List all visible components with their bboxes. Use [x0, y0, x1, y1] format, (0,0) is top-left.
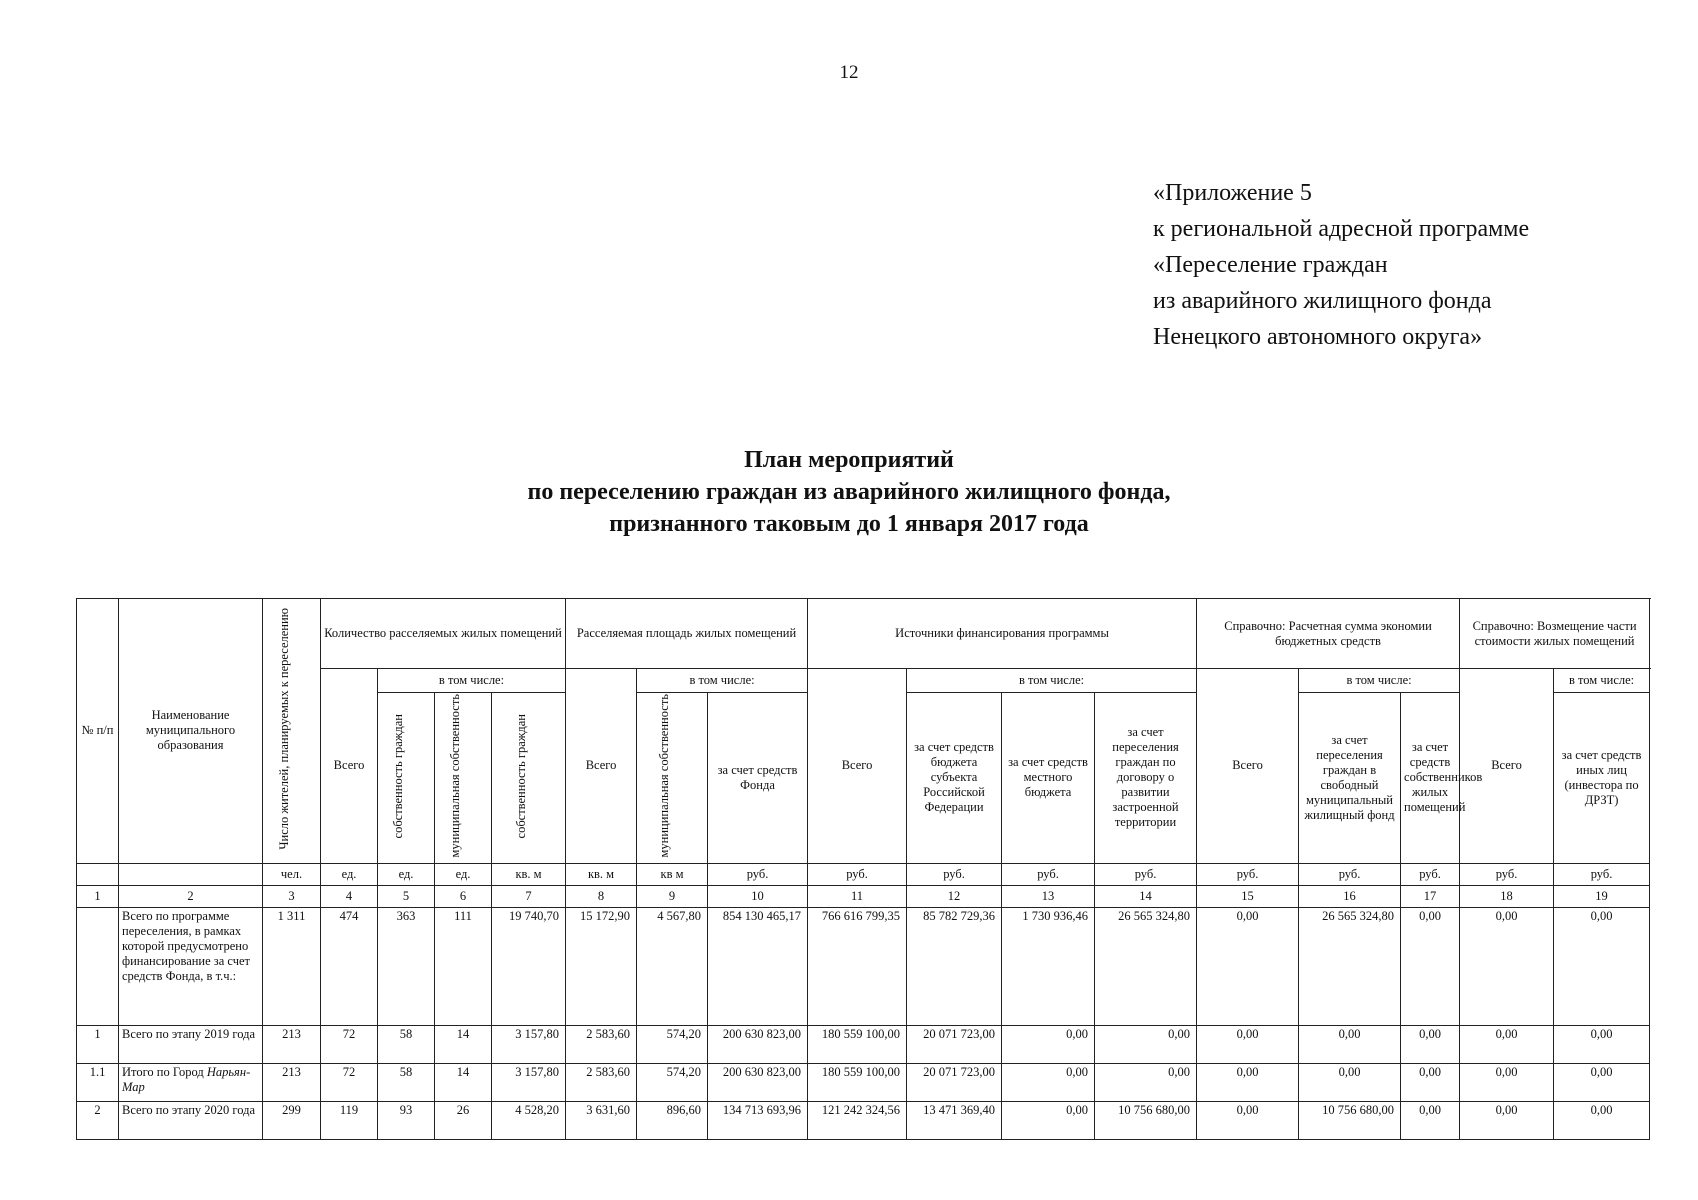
cell: 72 — [321, 1063, 378, 1101]
row-num: 1 — [77, 1025, 119, 1063]
cell: 0,00 — [1002, 1101, 1095, 1139]
header-subject-budget: за счет средств бюджета субъекта Российской Федерации — [907, 693, 1002, 864]
header-sources-group: Источники финансирования программы — [808, 599, 1197, 669]
column-numbers-row — [77, 885, 1650, 907]
header-compensation-group: Справочно: Возмещение части стоимости жилых помещений — [1460, 599, 1650, 669]
cell: 13 471 369,40 — [907, 1101, 1002, 1139]
unit-cell: ед. — [321, 863, 378, 885]
cell: 72 — [321, 1025, 378, 1063]
column-number: 8 — [566, 885, 637, 907]
header-area-municipal-text: муниципальная собственность — [657, 694, 672, 858]
unit-cell: руб. — [1095, 863, 1197, 885]
column-number: 13 — [1002, 885, 1095, 907]
unit-cell-empty — [119, 863, 263, 885]
cell: 0,00 — [1401, 1025, 1460, 1063]
title-line: признанного таковым до 1 января 2017 года — [609, 511, 1089, 537]
unit-cell: руб. — [1002, 863, 1095, 885]
cell: 200 630 823,00 — [708, 1025, 808, 1063]
header-local-budget: за счет средств местного бюджета — [1002, 693, 1095, 864]
cell: 3 157,80 — [492, 1025, 566, 1063]
cell: 3 631,60 — [566, 1101, 637, 1139]
column-number: 18 — [1460, 885, 1554, 907]
cell: 0,00 — [1002, 1063, 1095, 1101]
cell: 3 157,80 — [492, 1063, 566, 1101]
header-area-municipal — [637, 693, 708, 864]
cell: 0,00 — [1554, 1101, 1650, 1139]
title-line: План мероприятий — [744, 447, 954, 473]
appendix-line: к региональной адресной программе — [1153, 216, 1530, 242]
row-name-municipality: Нарьян-Мар — [122, 1064, 251, 1094]
resettlement-plan-table — [76, 598, 1650, 1140]
unit-cell: руб. — [907, 863, 1002, 885]
appendix-reference — [1153, 175, 1529, 355]
page-number: 12 — [839, 62, 859, 83]
cell: 1 730 936,46 — [1002, 907, 1095, 1025]
header-including: в том числе: — [907, 669, 1197, 693]
cell: 363 — [378, 907, 435, 1025]
table-row-program-total — [77, 907, 1650, 1025]
column-number: 9 — [637, 885, 708, 907]
cell: 0,00 — [1401, 1063, 1460, 1101]
cell: 14 — [435, 1063, 492, 1101]
cell: 0,00 — [1095, 1063, 1197, 1101]
header-including: в том числе: — [637, 669, 808, 693]
unit-cell: ед. — [378, 863, 435, 885]
cell: 0,00 — [1401, 907, 1460, 1025]
cell: 0,00 — [1095, 1025, 1197, 1063]
column-number: 10 — [708, 885, 808, 907]
unit-cell: руб. — [1299, 863, 1401, 885]
title-line: по переселению граждан из аварийного жилищного фонда, — [527, 479, 1171, 505]
column-number: 3 — [263, 885, 321, 907]
cell: 20 071 723,00 — [907, 1025, 1002, 1063]
column-number: 16 — [1299, 885, 1401, 907]
header-residents — [263, 599, 321, 864]
cell: 0,00 — [1460, 1063, 1554, 1101]
header-premises-total: Всего — [321, 669, 378, 864]
cell: 121 242 324,56 — [808, 1101, 907, 1139]
cell: 4 528,20 — [492, 1101, 566, 1139]
cell: 0,00 — [1197, 1101, 1299, 1139]
cell: 20 071 723,00 — [907, 1063, 1002, 1101]
cell: 299 — [263, 1101, 321, 1139]
unit-cell-empty — [77, 863, 119, 885]
column-number: 15 — [1197, 885, 1299, 907]
appendix-line: «Приложение 5 — [1153, 180, 1312, 206]
unit-cell: руб. — [1197, 863, 1299, 885]
unit-cell: кв м — [637, 863, 708, 885]
cell: 58 — [378, 1063, 435, 1101]
header-compensation-total: Всего — [1460, 669, 1554, 864]
cell: 574,20 — [637, 1063, 708, 1101]
units-row — [77, 863, 1650, 885]
column-number: 11 — [808, 885, 907, 907]
unit-cell: руб. — [1401, 863, 1460, 885]
cell: 0,00 — [1554, 1025, 1650, 1063]
header-residents-text: Число жителей, планируемых к переселению — [276, 607, 291, 850]
cell: 2 583,60 — [566, 1025, 637, 1063]
header-including: в том числе: — [1299, 669, 1460, 693]
cell: 134 713 693,96 — [708, 1101, 808, 1139]
header-including: в том числе: — [378, 669, 566, 693]
unit-cell: чел. — [263, 863, 321, 885]
row-name — [119, 1063, 263, 1101]
cell: 854 130 465,17 — [708, 907, 808, 1025]
header-name: Наименование муниципального образования — [119, 599, 263, 864]
header-premises-citizens-text: собственность граждан — [391, 713, 405, 838]
header-premises-group: Количество расселяемых жилых помещений — [321, 599, 566, 669]
unit-cell: руб. — [1554, 863, 1650, 885]
appendix-line: из аварийного жилищного фонда — [1153, 288, 1492, 314]
cell: 14 — [435, 1025, 492, 1063]
cell: 26 565 324,80 — [1095, 907, 1197, 1025]
cell: 574,20 — [637, 1025, 708, 1063]
appendix-line: «Переселение граждан — [1153, 252, 1388, 278]
column-number: 14 — [1095, 885, 1197, 907]
document-title — [0, 444, 1698, 540]
cell: 1 311 — [263, 907, 321, 1025]
cell: 10 756 680,00 — [1095, 1101, 1197, 1139]
cell: 0,00 — [1554, 1063, 1650, 1101]
cell: 474 — [321, 907, 378, 1025]
cell: 200 630 823,00 — [708, 1063, 808, 1101]
row-name: Всего по этапу 2020 года — [119, 1101, 263, 1139]
cell: 85 782 729,36 — [907, 907, 1002, 1025]
unit-cell: руб. — [808, 863, 907, 885]
header-num: № п/п — [77, 599, 119, 864]
cell: 180 559 100,00 — [808, 1063, 907, 1101]
table-row-naryan-mar — [77, 1063, 1650, 1101]
cell: 19 740,70 — [492, 907, 566, 1025]
header-area-citizens — [492, 693, 566, 864]
cell: 0,00 — [1460, 1025, 1554, 1063]
cell: 0,00 — [1197, 1025, 1299, 1063]
header-premises-municipal-text: муниципальная собственность — [448, 694, 462, 858]
cell: 896,60 — [637, 1101, 708, 1139]
cell: 213 — [263, 1025, 321, 1063]
column-number: 1 — [77, 885, 119, 907]
cell: 15 172,90 — [566, 907, 637, 1025]
header-economy-development: за счет переселения граждан по договору о развитии застроенной территории — [1095, 693, 1197, 864]
column-number: 5 — [378, 885, 435, 907]
cell: 93 — [378, 1101, 435, 1139]
unit-cell: руб. — [1460, 863, 1554, 885]
header-area-group: Расселяемая площадь жилых помещений — [566, 599, 808, 669]
header-premises-citizens — [378, 693, 435, 864]
cell: 0,00 — [1554, 907, 1650, 1025]
header-economy-group: Справочно: Расчетная сумма экономии бюджетных средств — [1197, 599, 1460, 669]
header-fund: за счет средств Фонда — [708, 693, 808, 864]
cell: 0,00 — [1299, 1025, 1401, 1063]
column-number: 12 — [907, 885, 1002, 907]
row-num — [77, 907, 119, 1025]
row-name: Всего по программе переселения, в рамках которой предусмотрено финансирование за счет средств Фонда, в т.ч.: — [119, 907, 263, 1025]
cell: 26 565 324,80 — [1299, 907, 1401, 1025]
header-including: в том числе: — [1554, 669, 1650, 693]
header-sources-total: Всего — [808, 669, 907, 864]
table-row-stage-2019 — [77, 1025, 1650, 1063]
cell: 4 567,80 — [637, 907, 708, 1025]
cell: 2 583,60 — [566, 1063, 637, 1101]
unit-cell: ед. — [435, 863, 492, 885]
unit-cell: кв. м — [566, 863, 637, 885]
row-name: Всего по этапу 2019 года — [119, 1025, 263, 1063]
header-row-groups — [77, 599, 1650, 669]
unit-cell: кв. м — [492, 863, 566, 885]
column-number: 19 — [1554, 885, 1650, 907]
column-number: 4 — [321, 885, 378, 907]
cell: 213 — [263, 1063, 321, 1101]
header-area-citizens-text: собственность граждан — [513, 713, 528, 838]
cell: 119 — [321, 1101, 378, 1139]
header-area-total: Всего — [566, 669, 637, 864]
cell: 10 756 680,00 — [1299, 1101, 1401, 1139]
column-number: 2 — [119, 885, 263, 907]
cell: 0,00 — [1460, 907, 1554, 1025]
cell: 58 — [378, 1025, 435, 1063]
column-number: 7 — [492, 885, 566, 907]
header-premises-municipal — [435, 693, 492, 864]
row-num: 1.1 — [77, 1063, 119, 1101]
cell: 26 — [435, 1101, 492, 1139]
cell: 0,00 — [1197, 1063, 1299, 1101]
appendix-line: Ненецкого автономного округа» — [1153, 324, 1483, 350]
cell: 0,00 — [1401, 1101, 1460, 1139]
cell: 0,00 — [1002, 1025, 1095, 1063]
unit-cell: руб. — [708, 863, 808, 885]
column-number: 6 — [435, 885, 492, 907]
table-row-stage-2020 — [77, 1101, 1650, 1139]
column-number: 17 — [1401, 885, 1460, 907]
cell: 0,00 — [1460, 1101, 1554, 1139]
row-name-prefix: Итого по Город — [122, 1064, 204, 1079]
cell: 766 616 799,35 — [808, 907, 907, 1025]
header-economy-free-fund: за счет переселения граждан в свободный муниципальный жилищный фонд — [1299, 693, 1401, 864]
header-other-funds: за счет средств иных лиц (инвестора по ДРЗТ) — [1554, 693, 1650, 864]
cell: 111 — [435, 907, 492, 1025]
cell: 180 559 100,00 — [808, 1025, 907, 1063]
header-owners-funds: за счет средств собственников жилых помещений — [1401, 693, 1460, 864]
row-num: 2 — [77, 1101, 119, 1139]
cell: 0,00 — [1197, 907, 1299, 1025]
cell: 0,00 — [1299, 1063, 1401, 1101]
header-economy-total: Всего — [1197, 669, 1299, 864]
